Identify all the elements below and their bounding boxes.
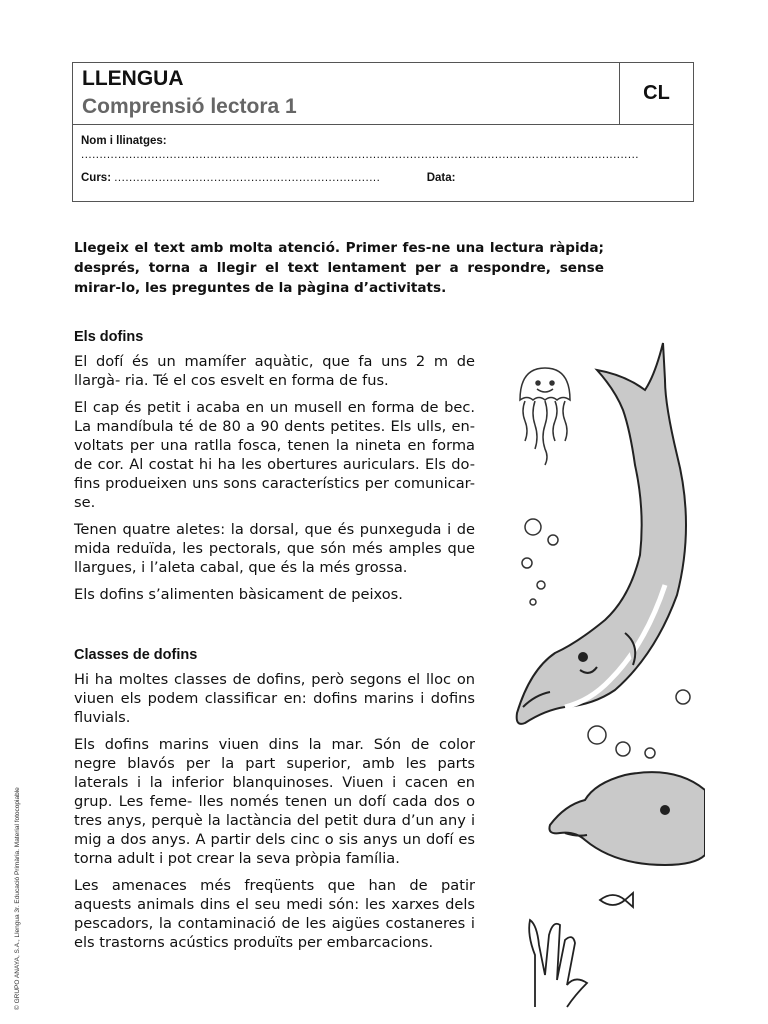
reading-instructions: Llegeix el text amb molta atenció. Primer fes-ne una lectura ràpida; després, torna a llegir el text lentament per a respondre, sense mirar-lo, les preguntes de la pàgina d’activitats. (74, 240, 604, 296)
copyright-credit: © GRUPO ANAYA, S.A., Llengua 3r. Educació Primària. Material fotocopiable (14, 787, 21, 1010)
section-dolphins-text (74, 352, 475, 612)
name-dotted-line: ....................................................................................................................................................... (81, 149, 639, 161)
section-classes-text (74, 670, 475, 960)
coral-icon (529, 893, 633, 1007)
course-field[interactable]: Curs: ........................................................................ Data: (81, 172, 456, 184)
subject-title: LLENGUA (82, 67, 184, 90)
student-form (73, 124, 693, 201)
paragraph: Tenen quatre aletes: la dorsal, que és punxeguda i de mida reduïda, les pectorals, que són més amples que llargues, i l’aleta cabal, que és la més grossa. (74, 521, 475, 576)
date-label: Data: (426, 172, 456, 184)
worksheet-header (72, 62, 694, 202)
paragraph: Els dofins marins viuen dins la mar. Són de color negre blavós per la part superior, amb les parts laterals i la inferior blanquinoses. Viuen i cacen en grup. Les feme- lles només tenen un dofí cada dos o tres anys, perquè la lactància del petit dura d’un any i mig a dos anys. A partir dels cinc o sis anys un dofí es torna adult i pot crear la seva pròpia família. (74, 736, 475, 867)
paragraph: Els dofins s’alimenten bàsicament de peixos. (74, 586, 403, 603)
paragraph: El cap és petit i acaba en un musell en forma de bec. La mandíbula té de 80 a 90 dents petites. Els ulls, en- voltats per una ratlla fosca, tenen la nineta en forma de cor. Al costat hi ha les obertures auriculars. Els do- fins produeixen uns sons característics per comunicar-se. (74, 399, 475, 511)
course-label: Curs: (81, 172, 112, 184)
paragraph: Les amenaces més freqüents que han de patir aquests animals dins el seu medi són: les xarxes dels pescadors, la contaminació de les aigües costaneres i els trastorns acústics produïts per embarcacions. (74, 877, 475, 951)
paragraph: El dofí és un mamífer aquàtic, que fa uns 2 m de llargà- ria. Té el cos esvelt en forma de fus. (74, 353, 475, 389)
unit-title: Comprensió lectora 1 (82, 95, 297, 118)
section-heading-dolphins: Els dofins (74, 329, 144, 345)
jellyfish-icon (520, 368, 570, 465)
subject-code: CL (619, 63, 693, 124)
dolphin-icon (549, 772, 705, 865)
dolphin-icon (517, 343, 686, 724)
header-title-row (73, 63, 693, 125)
dolphin-illustration (505, 335, 705, 1015)
paragraph: Hi ha moltes classes de dofins, però segons el lloc on viuen els podem classificar en: dofins marins i dofins fluvials. (74, 671, 475, 726)
section-heading-classes: Classes de dofins (74, 647, 198, 663)
name-field[interactable] (81, 135, 167, 147)
name-label: Nom i llinatges: (81, 135, 167, 147)
